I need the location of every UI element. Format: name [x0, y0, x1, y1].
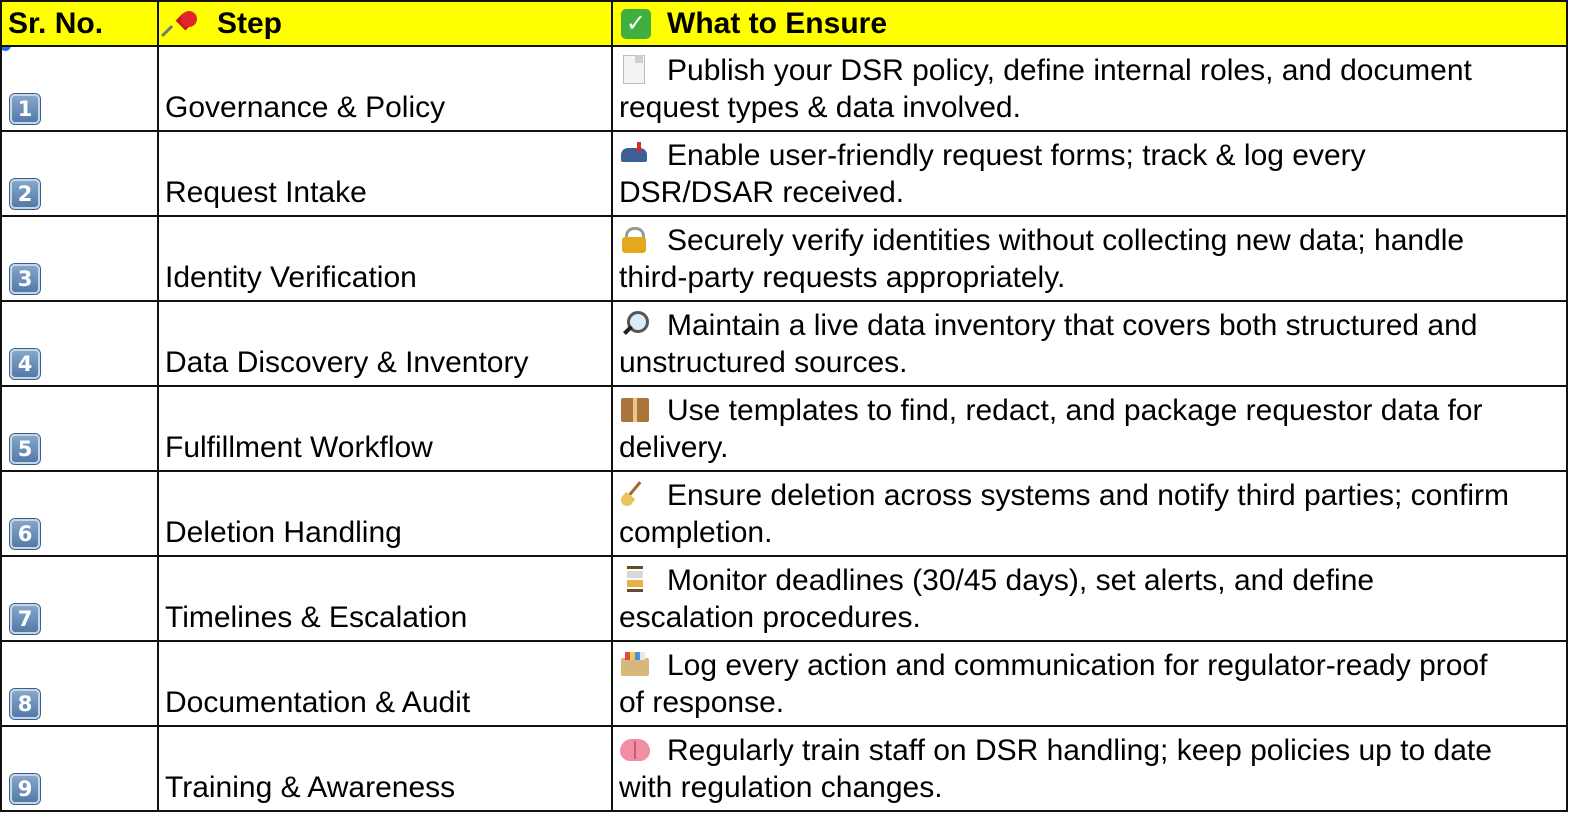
keycap-1-icon: 1: [10, 94, 40, 124]
ensure-cell[interactable]: [612, 556, 1567, 641]
ensure-cell[interactable]: [612, 726, 1567, 811]
step-label: Data Discovery & Inventory: [165, 346, 529, 379]
sr-no-cell[interactable]: [1, 46, 158, 131]
keycap-3-icon: 3: [10, 264, 40, 294]
step-label: Identity Verification: [165, 261, 417, 294]
ensure-cell[interactable]: [612, 131, 1567, 216]
keycap-2-icon: 2: [10, 179, 40, 209]
ensure-text-line1: Regularly train staff on DSR handling; keep policies up to date: [667, 734, 1492, 767]
keycap-7-icon: 7: [10, 604, 40, 634]
ensure-text-line2: unstructured sources.: [619, 346, 908, 379]
page-icon: [619, 55, 651, 83]
pushpin-icon: [169, 9, 203, 39]
ensure-cell[interactable]: [612, 641, 1567, 726]
step-label: Documentation & Audit: [165, 686, 471, 719]
ensure-cell[interactable]: [612, 301, 1567, 386]
broom-icon: [619, 480, 651, 508]
header-sr-no-label: Sr. No.: [8, 6, 104, 40]
keycap-4-icon: 4: [10, 349, 40, 379]
ensure-text-line1: Enable user-friendly request forms; track & log every: [667, 139, 1366, 172]
ensure-text-line1: Maintain a live data inventory that covers both structured and: [667, 309, 1478, 342]
check-mark-button-icon: ✓: [619, 9, 653, 39]
sr-no-cell[interactable]: [1, 216, 158, 301]
ensure-text-line1: Use templates to find, redact, and package requestor data for: [667, 394, 1483, 427]
step-label: Fulfillment Workflow: [165, 431, 433, 464]
ensure-text-line2: DSR/DSAR received.: [619, 176, 905, 209]
sr-no-cell[interactable]: [1, 131, 158, 216]
ensure-text-line2: request types & data involved.: [619, 91, 1021, 124]
header-step-label: Step: [217, 6, 283, 40]
ensure-text-line1: Log every action and communication for regulator-ready proof: [667, 649, 1488, 682]
ensure-text-line2: escalation procedures.: [619, 601, 921, 634]
keycap-6-icon: 6: [10, 519, 40, 549]
sr-no-cell[interactable]: [1, 386, 158, 471]
ensure-text-line1: Securely verify identities without collecting new data; handle: [667, 224, 1465, 257]
step-label: Request Intake: [165, 176, 367, 209]
brain-icon: [619, 735, 651, 763]
hourglass-icon: [619, 565, 651, 593]
header-cell-sr-no[interactable]: [1, 1, 158, 46]
ensure-cell[interactable]: [612, 216, 1567, 301]
step-label: Training & Awareness: [165, 771, 456, 804]
table-row: [1, 641, 1567, 726]
step-cell[interactable]: [158, 386, 612, 471]
ensure-text-line2: with regulation changes.: [619, 771, 943, 804]
card-index-dividers-icon: [619, 650, 651, 678]
step-cell[interactable]: [158, 216, 612, 301]
ensure-text-line1: Monitor deadlines (30/45 days), set alerts, and define: [667, 564, 1375, 597]
ensure-cell[interactable]: [612, 386, 1567, 471]
header-cell-what-to-ensure[interactable]: [612, 1, 1567, 46]
sr-no-cell[interactable]: [1, 726, 158, 811]
step-cell[interactable]: [158, 726, 612, 811]
ensure-text-line2: of response.: [619, 686, 785, 719]
sr-no-cell[interactable]: [1, 641, 158, 726]
ensure-text-line1: Ensure deletion across systems and notify third parties; confirm: [667, 479, 1510, 512]
ensure-text-line2: delivery.: [619, 431, 729, 464]
table-row: [1, 386, 1567, 471]
step-cell[interactable]: [158, 131, 612, 216]
keycap-5-icon: 5: [10, 434, 40, 464]
ensure-text-line2: completion.: [619, 516, 773, 549]
keycap-8-icon: 8: [10, 689, 40, 719]
header-what-to-ensure-label: What to Ensure: [667, 6, 888, 40]
package-icon: [619, 395, 651, 423]
keycap-9-icon: 9: [10, 774, 40, 804]
sr-no-cell[interactable]: [1, 556, 158, 641]
mailbox-icon: [619, 140, 651, 168]
step-label: Timelines & Escalation: [165, 601, 468, 634]
sr-no-cell[interactable]: [1, 471, 158, 556]
step-cell[interactable]: [158, 46, 612, 131]
step-cell[interactable]: [158, 301, 612, 386]
table-row: [1, 726, 1567, 811]
table-header: [1, 1, 1567, 46]
table-row: [1, 216, 1567, 301]
table-body: [1, 46, 1567, 811]
ensure-text-line2: third-party requests appropriately.: [619, 261, 1066, 294]
table-row: [1, 556, 1567, 641]
table-row: [1, 301, 1567, 386]
magnifying-glass-icon: [619, 310, 651, 338]
step-cell[interactable]: [158, 556, 612, 641]
ensure-cell[interactable]: [612, 46, 1567, 131]
step-label: Deletion Handling: [165, 516, 402, 549]
header-cell-step[interactable]: [158, 1, 612, 46]
lock-with-key-icon: [619, 225, 651, 253]
step-cell[interactable]: [158, 641, 612, 726]
ensure-text-line1: Publish your DSR policy, define internal roles, and document: [667, 54, 1472, 87]
table-row: [1, 471, 1567, 556]
ensure-cell[interactable]: [612, 471, 1567, 556]
sr-no-cell[interactable]: [1, 301, 158, 386]
table-row: [1, 46, 1567, 131]
step-label: Governance & Policy: [165, 91, 446, 124]
step-cell[interactable]: [158, 471, 612, 556]
table-row: [1, 131, 1567, 216]
